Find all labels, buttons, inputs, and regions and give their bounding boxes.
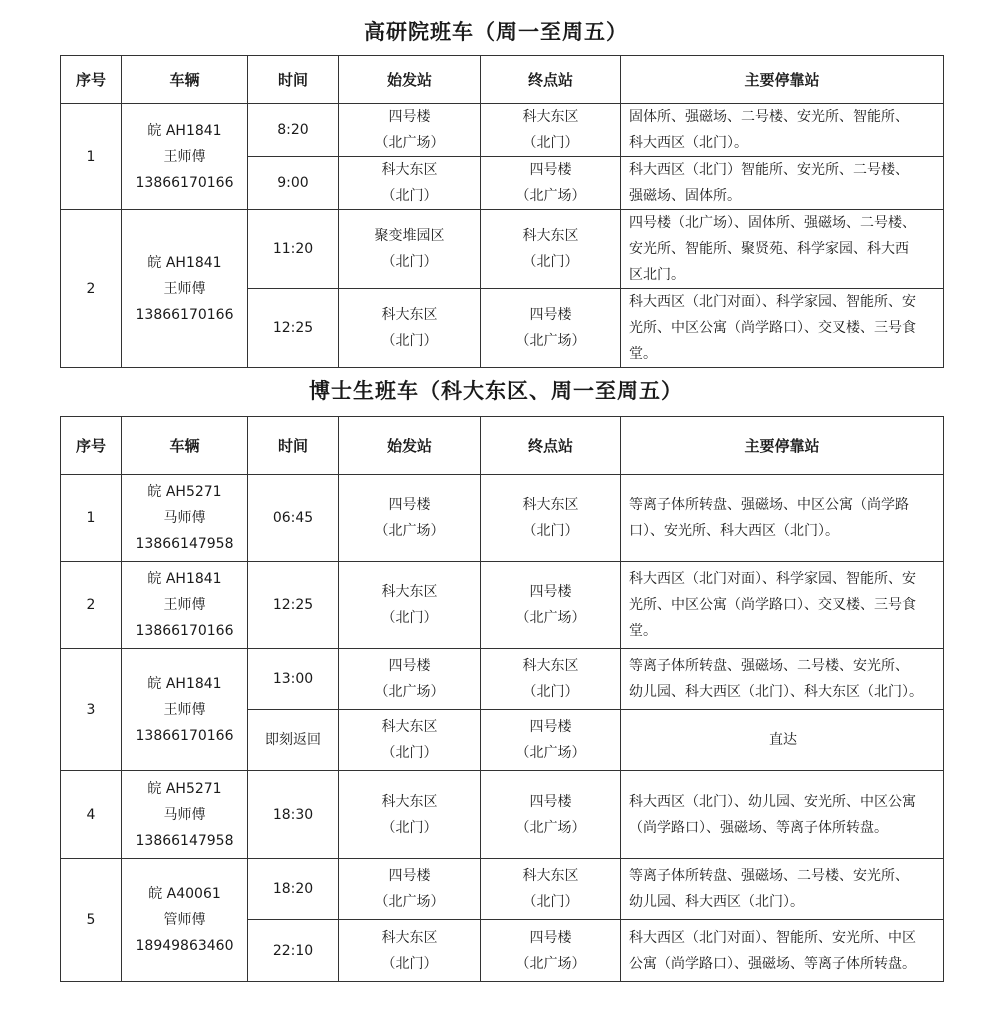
origin-line: （北门） (381, 819, 438, 836)
stops-line: 光所、中区公寓（尚学路口）、交叉楼、三号食 (629, 320, 916, 336)
table-row (61, 210, 944, 289)
stops-line: 堂。 (629, 623, 657, 639)
stops-line: 强磁场、固体所。 (629, 188, 741, 204)
main-stops (621, 157, 944, 210)
origin-line: 四号楼 (388, 658, 431, 674)
terminal-line: 四号楼 (529, 929, 572, 946)
terminal-line: （北广场） (515, 333, 586, 349)
origin-line: 聚变堆园区 (374, 228, 445, 244)
group-number: 2 (61, 562, 122, 649)
origin-line: （北门） (381, 254, 438, 270)
terminal-line: （北广场） (515, 610, 586, 626)
departure-time: 13:00 (248, 649, 339, 710)
stops-line: 幼儿园、科大西区（北门）、科大东区（北门）。 (629, 684, 923, 700)
driver-phone: 13866170166 (135, 623, 234, 639)
vehicle-cell (122, 859, 248, 982)
origin-station (339, 157, 481, 210)
driver-phone: 13866147958 (135, 536, 234, 552)
terminal-line: 科大东区 (522, 868, 579, 884)
origin-line: （北广场） (374, 135, 445, 151)
terminal-station (481, 104, 621, 157)
origin-station (339, 289, 481, 368)
column-header: 车辆 (122, 417, 248, 475)
group-number: 3 (61, 649, 122, 771)
terminal-line: （北门） (522, 684, 579, 700)
table-row (61, 104, 944, 157)
group-number: 5 (61, 859, 122, 982)
main-stops (621, 771, 944, 859)
driver-phone: 18949863460 (135, 938, 234, 954)
column-header: 终点站 (481, 56, 621, 104)
origin-line: 四号楼 (388, 109, 431, 125)
terminal-line: 四号楼 (529, 719, 572, 735)
origin-line: 科大东区 (381, 929, 438, 946)
main-stops (621, 289, 944, 368)
schedule-table-2 (60, 416, 944, 982)
terminal-line: （北广场） (515, 955, 586, 972)
origin-line: （北门） (381, 955, 438, 972)
terminal-line: （北广场） (515, 188, 586, 204)
origin-line: （北门） (381, 745, 438, 761)
stops-line: 堂。 (629, 346, 657, 362)
stops-line: 公寓（尚学路口）、强磁场、等离子体所转盘。 (629, 955, 916, 972)
departure-time: 18:30 (248, 771, 339, 859)
departure-time: 18:20 (248, 859, 339, 920)
column-header: 时间 (248, 56, 339, 104)
main-stops (621, 475, 944, 562)
terminal-station (481, 562, 621, 649)
origin-line: 四号楼 (388, 868, 431, 884)
stops-line: 固体所、强磁场、二号楼、安光所、智能所、 (629, 109, 909, 125)
column-header: 主要停靠站 (621, 56, 944, 104)
terminal-line: （北广场） (515, 819, 586, 836)
origin-line: 四号楼 (388, 497, 431, 513)
origin-line: 科大东区 (381, 307, 438, 323)
group-number: 2 (61, 210, 122, 368)
driver-name: 马师傅 (163, 510, 206, 526)
terminal-station (481, 920, 621, 982)
stops-line: 科大西区（北门对面）、科学家园、智能所、安 (629, 571, 916, 587)
table-row (61, 562, 944, 649)
vehicle-plate: 皖 AH5271 (147, 780, 222, 797)
column-header: 序号 (61, 56, 122, 104)
main-stops (621, 649, 944, 710)
main-stops (621, 104, 944, 157)
departure-time: 11:20 (248, 210, 339, 289)
column-header: 时间 (248, 417, 339, 475)
stops-line: 光所、中区公寓（尚学路口）、交叉楼、三号食 (629, 597, 916, 613)
terminal-station (481, 157, 621, 210)
stops-line: 科大西区（北门）。 (629, 135, 748, 151)
table-1-title: 高研院班车（周一至周五） (364, 20, 628, 44)
table-row (61, 475, 944, 562)
origin-station (339, 771, 481, 859)
driver-name: 马师傅 (163, 806, 206, 823)
departure-time: 22:10 (248, 920, 339, 982)
group-number: 1 (61, 104, 122, 210)
table-2-title: 博士生班车（科大东区、周一至周五） (309, 379, 683, 403)
terminal-line: （北门） (522, 523, 579, 539)
header-row (61, 56, 944, 104)
column-header: 始发站 (339, 56, 481, 104)
stops-line: 直达 (769, 732, 797, 748)
terminal-line: 科大东区 (522, 497, 579, 513)
terminal-line: 四号楼 (529, 793, 572, 810)
column-header: 序号 (61, 417, 122, 475)
origin-line: 科大东区 (381, 719, 438, 735)
departure-time: 06:45 (248, 475, 339, 562)
group-number: 1 (61, 475, 122, 562)
vehicle-cell (122, 210, 248, 368)
vehicle-cell (122, 562, 248, 649)
origin-line: （北门） (381, 188, 438, 204)
origin-line: （北广场） (374, 523, 445, 539)
vehicle-plate: 皖 AH1841 (147, 254, 222, 271)
table-row (61, 771, 944, 859)
column-header: 终点站 (481, 417, 621, 475)
stops-line: 科大西区（北门对面）、智能所、安光所、中区 (629, 929, 916, 946)
terminal-line: （北门） (522, 254, 579, 270)
origin-station (339, 920, 481, 982)
terminal-line: （北广场） (515, 745, 586, 761)
departure-time: 8:20 (248, 104, 339, 157)
driver-name: 王师傅 (163, 280, 206, 297)
origin-line: （北广场） (374, 684, 445, 700)
stops-line: 科大西区（北门）智能所、安光所、二号楼、 (629, 162, 909, 178)
departure-time: 12:25 (248, 289, 339, 368)
driver-phone: 13866170166 (135, 174, 234, 191)
main-stops (621, 710, 944, 771)
origin-station (339, 210, 481, 289)
column-header: 始发站 (339, 417, 481, 475)
group-number: 4 (61, 771, 122, 859)
driver-phone: 13866170166 (135, 306, 234, 323)
terminal-line: （北门） (522, 894, 579, 910)
origin-line: 科大东区 (381, 584, 438, 600)
driver-name: 王师傅 (163, 701, 206, 718)
origin-station (339, 859, 481, 920)
main-stops (621, 859, 944, 920)
stops-line: （尚学路口）、强磁场、等离子体所转盘。 (629, 819, 888, 836)
column-header: 车辆 (122, 56, 248, 104)
vehicle-plate: 皖 A40061 (148, 886, 221, 902)
stops-line: 等离子体所转盘、强磁场、二号楼、安光所、 (629, 658, 909, 674)
stops-line: 科大西区（北门）、幼儿园、安光所、中区公寓 (629, 793, 916, 810)
vehicle-cell (122, 475, 248, 562)
stops-line: 区北门。 (629, 267, 685, 283)
stops-line: 四号楼（北广场）、固体所、强磁场、二号楼、 (629, 215, 916, 231)
vehicle-plate: 皖 AH5271 (147, 484, 222, 500)
vehicle-plate: 皖 AH1841 (147, 675, 222, 692)
origin-line: 科大东区 (381, 793, 438, 810)
main-stops (621, 920, 944, 982)
origin-station (339, 475, 481, 562)
main-stops (621, 210, 944, 289)
driver-name: 管师傅 (163, 912, 206, 928)
column-header: 主要停靠站 (621, 417, 944, 475)
driver-phone: 13866147958 (135, 832, 234, 849)
driver-phone: 13866170166 (135, 727, 234, 744)
main-stops (621, 562, 944, 649)
origin-station (339, 104, 481, 157)
terminal-line: 科大东区 (522, 228, 579, 244)
stops-line: 等离子体所转盘、强磁场、二号楼、安光所、 (629, 868, 909, 884)
terminal-station (481, 210, 621, 289)
origin-station (339, 649, 481, 710)
terminal-line: 四号楼 (529, 307, 572, 323)
terminal-line: 科大东区 (522, 658, 579, 674)
terminal-station (481, 710, 621, 771)
departure-time: 即刻返回 (248, 710, 339, 771)
driver-name: 王师傅 (163, 597, 206, 613)
stops-line: 幼儿园、科大西区（北门）。 (629, 894, 804, 910)
terminal-station (481, 859, 621, 920)
vehicle-cell (122, 104, 248, 210)
terminal-station (481, 289, 621, 368)
terminal-station (481, 771, 621, 859)
origin-line: （北门） (381, 333, 438, 349)
terminal-line: （北门） (522, 135, 579, 151)
table-row (61, 859, 944, 920)
departure-time: 9:00 (248, 157, 339, 210)
terminal-station (481, 649, 621, 710)
origin-line: （北广场） (374, 894, 445, 910)
vehicle-cell (122, 771, 248, 859)
vehicle-plate: 皖 AH1841 (147, 571, 222, 587)
header-row (61, 417, 944, 475)
driver-name: 王师傅 (163, 148, 206, 165)
departure-time: 12:25 (248, 562, 339, 649)
terminal-line: 科大东区 (522, 109, 579, 125)
stops-line: 口）、安光所、科大西区（北门）。 (629, 523, 839, 539)
origin-line: （北门） (381, 610, 438, 626)
terminal-station (481, 475, 621, 562)
terminal-line: 四号楼 (529, 162, 572, 178)
stops-line: 安光所、智能所、聚贤苑、科学家园、科大西 (629, 241, 909, 257)
schedule-table-1 (60, 55, 944, 368)
table-row (61, 649, 944, 710)
vehicle-plate: 皖 AH1841 (147, 122, 222, 139)
terminal-line: 四号楼 (529, 584, 572, 600)
stops-line: 科大西区（北门对面）、科学家园、智能所、安 (629, 294, 916, 310)
origin-line: 科大东区 (381, 162, 438, 178)
vehicle-cell (122, 649, 248, 771)
origin-station (339, 710, 481, 771)
origin-station (339, 562, 481, 649)
stops-line: 等离子体所转盘、强磁场、中区公寓（尚学路 (629, 497, 909, 513)
